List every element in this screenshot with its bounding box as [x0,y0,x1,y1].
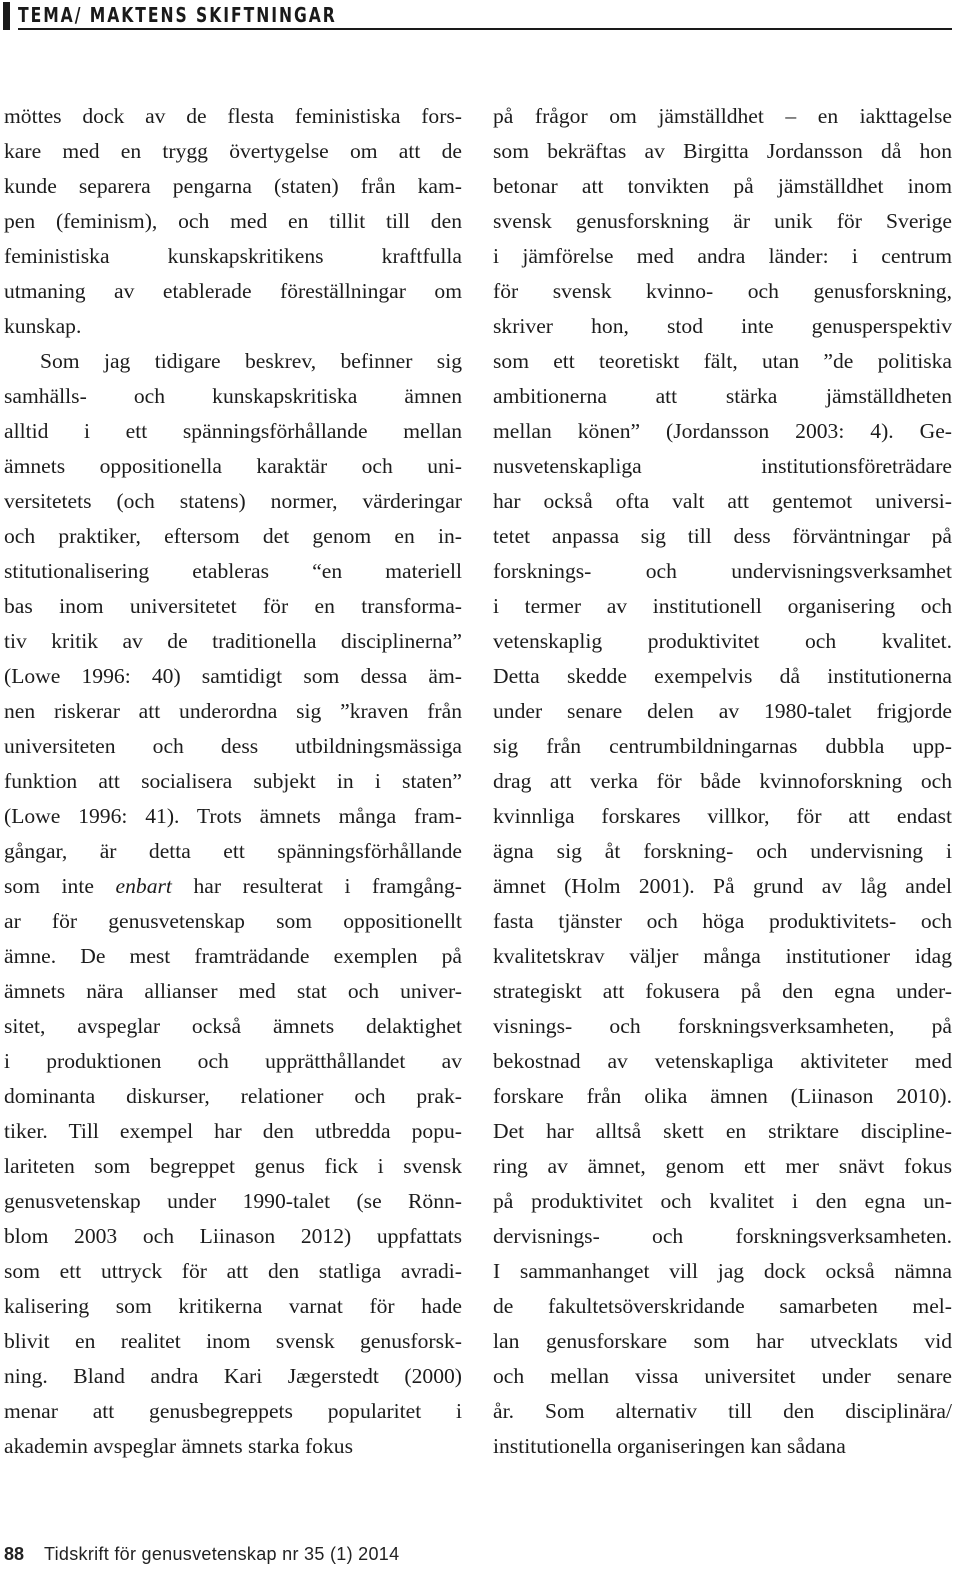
text-line: ämnet (Holm 2001). På grund av låg andel [493,874,952,898]
text-line: ring av ämnet, genom ett mer snävt fokus [493,1154,952,1178]
text-line: Det har alltså skett en striktare discipline- [493,1119,952,1143]
text-line: ambitionerna att stärka jämställdheten [493,384,952,408]
text-line: institutionella organiseringen kan sådana [493,1434,846,1458]
text-line: pen (feminism), och med en tillit till den [4,209,462,233]
text-line: funktion att socialisera subjekt in i staten” [4,769,462,793]
text-line: I sammanhanget vill jag dock också nämna [493,1259,952,1283]
text-line: sitet, avspeglar också ämnets delaktighet [4,1014,462,1038]
text-line: versitetets (och statens) normer, värderingar [4,489,462,513]
text-line: drag att verka för både kvinnoforskning och [493,769,952,793]
text-line: vetenskaplig produktivitet och kvalitet. [493,629,952,653]
header-rule [18,28,952,30]
left-text-column [4,99,462,1464]
text-line: Som jag tidigare beskrev, befinner sig [40,349,462,373]
text-line: som ett uttryck för att den statliga avradi- [4,1259,462,1283]
page-number: 88 [4,1544,25,1564]
text-line: alltid i ett spänningsförhållande mellan [4,419,462,443]
text-line: (Lowe 1996: 40) samtidigt som dessa äm- [4,664,462,688]
text-line: ägna sig åt forskning- och undervisning i [493,839,952,863]
emphasis: enbart [115,874,172,898]
text-line: strategiskt att fokusera på den egna under- [493,979,952,1003]
text-line: kare med en trygg övertygelse om att de [4,139,462,163]
text-line: för svensk kvinno- och genusforskning, [493,279,952,303]
text-line: tetet anpassa sig till dess förväntningar på [493,524,952,548]
text-line: betonar att tonvikten på jämställdhet inom [493,174,952,198]
text-line: dominanta diskurser, relationer och prak- [4,1084,462,1108]
header-marker-bar [3,2,10,30]
text-line: universiteten och dess utbildningsmässiga [4,734,462,758]
text-line: samhälls- och kunskapskritiska ämnen [4,384,462,408]
text-line: genusvetenskap under 1990-talet (se Rönn- [4,1189,462,1213]
text-line: (Lowe 1996: 41). Trots ämnets många fram- [4,804,462,828]
text-line: kunskap. [4,314,82,338]
text-line: svensk genusforskning är unik för Sverige [493,209,952,233]
text-line: har också ofta valt att gentemot universi- [493,489,952,513]
text-line: kunde separera pengarna (staten) från kam- [4,174,462,198]
journal-reference: Tidskrift för genusvetenskap nr 35 (1) 2014 [44,1544,400,1564]
running-header [0,0,960,36]
text-line: lariteten som begreppet genus fick i svensk [4,1154,462,1178]
text-line: nen riskerar att underordna sig ”kraven från [4,699,462,723]
text-line: ämnets oppositionella karaktär och uni- [4,454,462,478]
text-line: feministiska kunskapskritikens kraftfulla [4,244,462,268]
text-line: på frågor om jämställdhet – en iakttagelse [493,104,952,128]
right-text-column [493,99,952,1464]
text-line: på produktivitet och kvalitet i den egna un- [493,1189,952,1213]
text-line: utmaning av etablerade föreställningar om [4,279,462,303]
text-line: dervisnings- och forskningsverksamheten. [493,1224,952,1248]
text-line: blom 2003 och Liinason 2012) uppfattats [4,1224,462,1248]
section-title: TEMA/ MAKTENS SKIFTNINGAR [18,3,337,27]
text-line: i termer av institutionell organisering och [493,594,952,618]
text-line: ämnets nära allianser med stat och univer- [4,979,462,1003]
text-line: i produktionen och upprätthållandet av [4,1049,462,1073]
text-line: år. Som alternativ till den disciplinära/ [493,1399,952,1423]
page-footer [0,1538,960,1568]
text-line: mellan könen” (Jordansson 2003: 4). Ge- [493,419,952,443]
text-line: som ett teoretiskt fält, utan ”de politiska [493,349,952,373]
text-line: under senare delen av 1980-talet frigjorde [493,699,952,723]
text-line: möttes dock av de flesta feministiska fors- [4,104,462,128]
text-line: kalisering som kritikerna varnat för hade [4,1294,462,1318]
text-line: blivit en realitet inom svensk genusforsk- [4,1329,462,1353]
text-line: stitutionalisering etableras “en materiell [4,559,462,583]
text-line: visnings- och forskningsverksamheten, på [493,1014,952,1038]
text-line: forsknings- och undervisningsverksamhet [493,559,952,583]
text-line: gångar, är detta ett spänningsförhållande [4,839,462,863]
text-line: ar för genusvetenskap som oppositionellt [4,909,462,933]
text-line: Detta skedde exempelvis då institutionerna [493,664,952,688]
text-line: fasta tjänster och höga produktivitets- och [493,909,952,933]
text-line: bas inom universitetet för en transforma- [4,594,462,618]
text-line: tiv kritik av de traditionella disciplinerna” [4,629,462,653]
text-line: kvalitetskrav väljer många institutioner idag [493,944,952,968]
text-line: ning. Bland andra Kari Jægerstedt (2000) [4,1364,462,1388]
text-line: lan genusforskare som har utvecklats vid [493,1329,952,1353]
text-line: och mellan vissa universitet under senare [493,1364,952,1388]
text-line: kvinnliga forskares villkor, för att endast [493,804,952,828]
text-line: de fakultetsöverskridande samarbeten mel- [493,1294,952,1318]
text-line: i jämförelse med andra länder: i centrum [493,244,952,268]
text-line: och praktiker, eftersom det genom en in- [4,524,462,548]
text-line: nusvetenskapliga institutionsföreträdare [493,454,952,478]
text-line: bekostnad av vetenskapliga aktiviteter med [493,1049,952,1073]
text-line: menar att genusbegreppets popularitet i [4,1399,462,1423]
text-line: som bekräftas av Birgitta Jordansson då hon [493,139,952,163]
text-line: akademin avspeglar ämnets starka fokus [4,1434,353,1458]
text-line: sig från centrumbildningarnas dubbla upp- [493,734,952,758]
text-line: tiker. Till exempel har den utbredda popu- [4,1119,462,1143]
text-line: som inte enbart har resulterat i framgång- [4,874,462,898]
text-line: forskare från olika ämnen (Liinason 2010). [493,1084,952,1108]
text-line: skriver hon, stod inte genusperspektiv [493,314,952,338]
text-line: ämne. De mest framträdande exemplen på [4,944,462,968]
